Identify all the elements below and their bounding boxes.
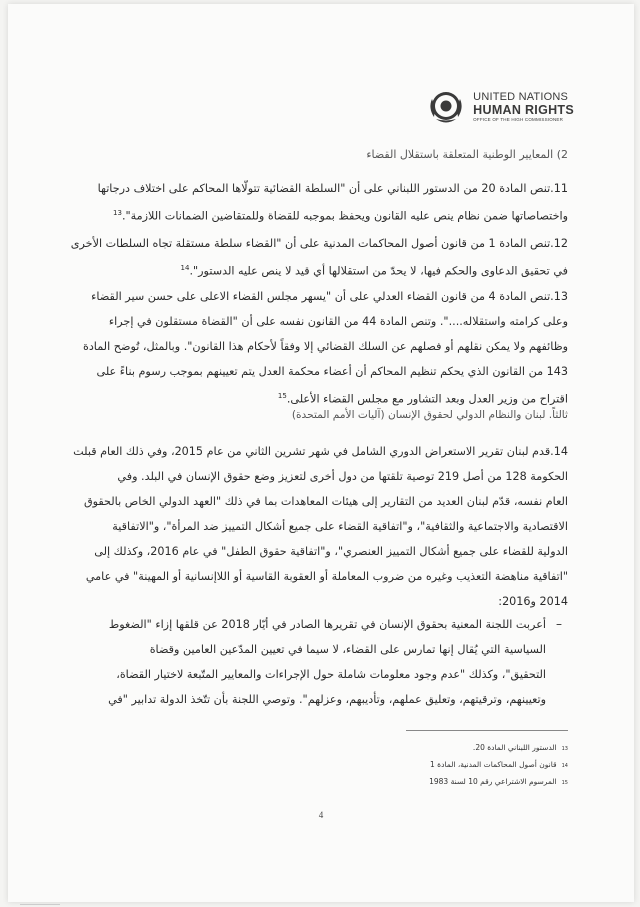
footnote-number: 13	[561, 746, 568, 752]
logo-line-1: UNITED NATIONS	[473, 90, 569, 103]
paragraph-line: العام نفسه، قدّم لبنان العديد من التقارير إلى هيئات المعاهدات بما في ذلك "العهد الدولي الخاص بالحقوق	[83, 495, 568, 508]
paragraph-line: التحقيق"، وكذلك "عدم وجود معلومات شاملة حول الإجراءات والمعايير المتّبعة لاختيار القضاة،	[116, 668, 546, 681]
page-number: 4	[318, 810, 324, 820]
paragraph-line: الدولية للقضاء على جميع أشكال التمييز العنصري"، و"اتفاقية حقوق الطفل" في عام 2016، وكذلك إلى	[94, 545, 568, 558]
footnote-number: 14	[561, 763, 568, 769]
footnote-text: قانون أصول المحاكمات المدنية، المادة 1	[430, 760, 557, 769]
footnote-ref[interactable]: 13	[113, 209, 122, 217]
paragraph-line-text: اقتراح من وزير العدل وبعد التشاور مع مجلس القضاء الأعلى.	[286, 392, 568, 406]
paragraph-line: وظائفهم ولا يمكن نقلهم أو فصلهم عن السلك القضائي إلا وفقاً لأحكام هذا القانون". وبالمثل، تُوضح المادة	[82, 340, 568, 353]
footnote-ref[interactable]: 15	[277, 392, 287, 400]
footnote-text: المرسوم الاشتراعي رقم 10 لسنة 1983	[429, 777, 557, 786]
paragraph-line: الحكومة 128 من أصل 219 توصية تلقتها من دول أخرى لتعزيز وضع حقوق الإنسان في البلد. وفي	[117, 470, 568, 483]
un-human-rights-logo	[425, 86, 574, 128]
footnote-number: 15	[561, 780, 568, 786]
section-heading: 2) المعايير الوطنية المتعلقة باستقلال القضاء	[366, 148, 568, 161]
footnotes	[308, 740, 568, 791]
paragraph-12	[70, 231, 568, 284]
paragraph-13	[82, 284, 568, 412]
logo-line-3: OFFICE OF THE HIGH COMMISSIONER	[473, 117, 564, 122]
paragraph-line	[94, 201, 568, 229]
paragraph-line: 12.تنص المادة 1 من قانون أصول المحاكمات المدنية على أن "القضاء سلطة مستقلة تجاه السلطات الأخرى	[70, 237, 568, 250]
footnote-text: الدستور اللبناني المادة 20.	[472, 743, 557, 752]
document-page	[8, 4, 634, 902]
paragraph-line: "اتفاقية مناهضة التعذيب وغيره من ضروب المعاملة أو العقوبة القاسية أو اللاإنسانية أو المهينة" في عامي	[85, 570, 568, 583]
paragraph-line: السياسية التي يُقال إنها تمارس على القضاء، لا سيما في تعيين المدّعين العامين وقضاة	[149, 643, 546, 656]
paragraph-line: 11.تنص المادة 20 من الدستور اللبناني على أن "السلطة القضائية تتولّاها المحاكم على اختلاف درجاتها	[97, 182, 568, 195]
paragraph-line: وتعيينهم، وترقيتهم، وتعليق عملهم، وتأديبهم، وعزلهم". وتوصي اللجنة بأن تتّخذ الدولة تدابير "في	[108, 693, 546, 706]
paragraph-line: 13.تنص المادة 4 من قانون القضاء العدلي على أن "يسهر مجلس القضاء الاعلى على حسن سير القضاء	[91, 290, 568, 303]
footnote	[308, 757, 568, 774]
paragraph-line-text: واختصاصاتها ضمن نظام ينص عليه القانون ويحفظ بموجبه للقضاة وللمتقاضين الضمانات اللازمة".	[121, 209, 568, 223]
paragraph-line	[94, 256, 568, 284]
paragraph-line: وعلى كرامته واستقلاله....". وتنص المادة 44 من القانون نفسه على أن "القضاة مستقلون في إجراء	[108, 315, 568, 328]
paragraph-line-text: في تحقيق الدعاوى والحكم فيها، لا يحدّ من استقلالها أي قيد لا ينص عليه الدستور".	[189, 264, 568, 278]
scan-edge-mark	[20, 904, 60, 905]
logo-line-2: HUMAN RIGHTS	[473, 102, 574, 117]
paragraph-line: أعربت اللجنة المعنية بحقوق الإنسان في تقريرها الصادر في أيّار 2018 عن قلقها إزاء "الضغوط	[108, 618, 546, 631]
paragraph-line: 14.قدم لبنان تقرير الاستعراض الدوري الشامل في شهر تشرين الثاني من عام 2015، وفي ذلك العام قبلت	[73, 445, 568, 458]
footnote-ref[interactable]: 14	[180, 264, 190, 272]
bullet-marker: –	[556, 617, 562, 631]
footnote	[308, 740, 568, 757]
subsection-heading: ثالثاً. لبنان والنظام الدولي لحقوق الإنسان (آليات الأمم المتحدة)	[291, 409, 568, 421]
footnote	[308, 774, 568, 791]
paragraph-line	[94, 384, 568, 412]
footnote-divider	[406, 730, 568, 731]
un-emblem-icon	[425, 86, 467, 128]
paragraph-11	[94, 176, 568, 229]
bullet-paragraph	[94, 612, 546, 712]
paragraph-line: الاقتصادية والاجتماعية والثقافية"، و"اتفاقية القضاء على جميع أشكال التمييز ضد المرأة"، و"الاتفاقية	[112, 520, 568, 533]
paragraph-line: 2014 و2016:	[498, 595, 568, 608]
logo-text	[473, 92, 574, 123]
paragraph-14	[73, 439, 568, 614]
paragraph-line: 143 من القانون الذي يحكم تنظيم المحاكم أن أعضاء محكمة العدل يتم تعيينهم بموجب رسوم بناءً على	[96, 365, 568, 378]
